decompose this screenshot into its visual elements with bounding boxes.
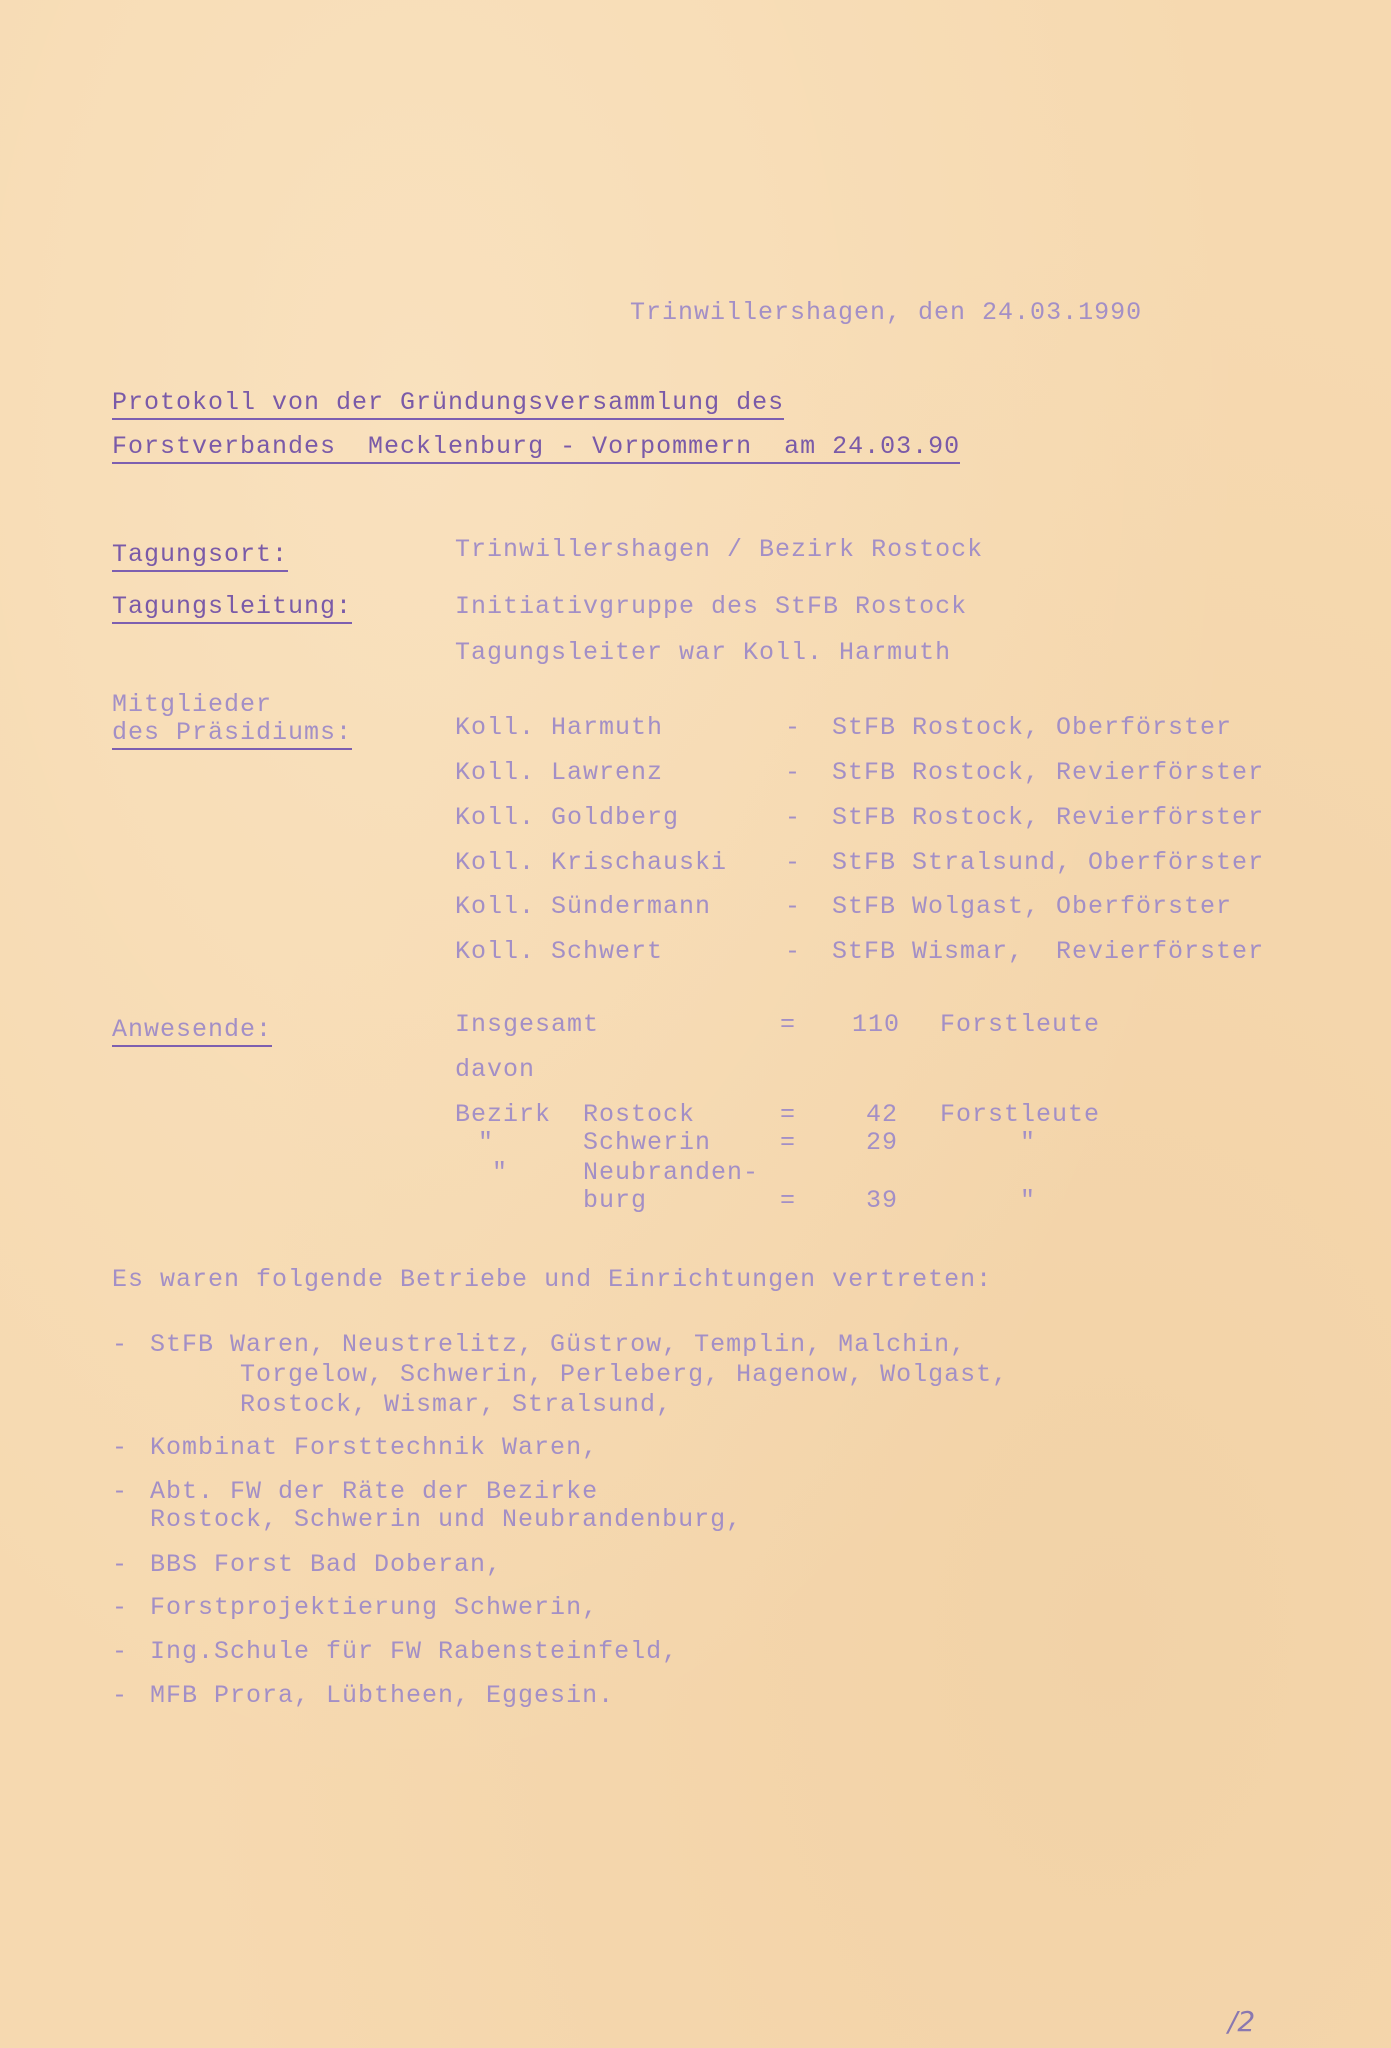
list-bullet: - [112, 1550, 129, 1579]
district-name: Schwerin [583, 1128, 712, 1157]
member-role: StFB Wismar, Revierförster [832, 937, 1265, 966]
district-name: Neubranden- [583, 1158, 760, 1187]
total-eq: = [780, 1010, 797, 1039]
list-item-line: Torgelow, Schwerin, Perleberg, Hagenow, Wolgast, [240, 1360, 1009, 1389]
list-bullet: - [112, 1477, 129, 1506]
title-text-1: Protokoll von der Gründungsversammlung des [112, 388, 784, 420]
member-dash: - [785, 758, 802, 787]
district-unit: " [1020, 1128, 1037, 1157]
member-name: Koll. Sündermann [455, 892, 712, 921]
list-item-line: StFB Waren, Neustrelitz, Güstrow, Templin, Malchin, [150, 1330, 967, 1359]
list-item-line: Kombinat Forsttechnik Waren, [150, 1433, 599, 1462]
title-text-2: Forstverbandes Mecklenburg - Vorpommern am 24.03.90 [112, 432, 960, 464]
list-item-line: Ing.Schule für FW Rabensteinfeld, [150, 1637, 679, 1666]
district-prefix: Bezirk [455, 1100, 552, 1129]
district-value: 42 [866, 1100, 899, 1129]
venue-label [112, 540, 288, 570]
district-value: 29 [866, 1128, 899, 1157]
presidium-label-1: Mitglieder [112, 690, 273, 719]
member-role: StFB Rostock, Revierförster [832, 803, 1265, 832]
page-number: /2 [1228, 2005, 1256, 2038]
presidium-label-2 [112, 718, 352, 748]
member-role: StFB Stralsund, Oberförster [832, 848, 1265, 877]
represented-intro: Es waren folgende Betriebe und Einrichtungen vertreten: [112, 1265, 993, 1294]
district-eq: = [780, 1128, 797, 1157]
member-dash: - [785, 937, 802, 966]
list-bullet: - [112, 1433, 129, 1462]
total-unit: Forstleute [940, 1010, 1101, 1039]
district-name: Rostock [583, 1100, 696, 1129]
district-unit: " [1020, 1186, 1037, 1215]
place-date: Trinwillershagen, den 24.03.1990 [630, 298, 1143, 327]
list-bullet: - [112, 1637, 129, 1666]
list-item-line: Rostock, Wismar, Stralsund, [240, 1390, 673, 1419]
member-name: Koll. Krischauski [455, 848, 728, 877]
list-bullet: - [112, 1593, 129, 1622]
list-item-line: Forstprojektierung Schwerin, [150, 1593, 599, 1622]
member-role: StFB Rostock, Revierförster [832, 758, 1265, 787]
list-item-line: Rostock, Schwerin und Neubrandenburg, [150, 1505, 743, 1534]
list-bullet: - [112, 1330, 129, 1359]
list-item-line: BBS Forst Bad Doberan, [150, 1550, 503, 1579]
attendees-label [112, 1015, 272, 1045]
list-item-line: Abt. FW der Räte der Bezirke [150, 1477, 599, 1506]
district-eq: = [780, 1100, 797, 1129]
venue-label-text: Tagungsort: [112, 540, 288, 572]
member-name: Koll. Schwert [455, 937, 664, 966]
member-name: Koll. Lawrenz [455, 758, 664, 787]
member-role: StFB Rostock, Oberförster [832, 713, 1233, 742]
member-dash: - [785, 848, 802, 877]
district-prefix: " [478, 1128, 495, 1157]
district-prefix: " [492, 1158, 509, 1187]
chair-label-text: Tagungsleitung: [112, 592, 352, 624]
venue-value: Trinwillershagen / Bezirk Rostock [455, 535, 984, 564]
member-name: Koll. Harmuth [455, 713, 664, 742]
chair-label [112, 592, 352, 622]
district-value: 39 [866, 1186, 899, 1215]
member-name: Koll. Goldberg [455, 803, 680, 832]
title-line-2 [112, 432, 960, 462]
list-bullet: - [112, 1681, 129, 1710]
presidium-label-2-text: des Präsidiums: [112, 718, 352, 750]
chair-line-1: Initiativgruppe des StFB Rostock [455, 592, 968, 621]
member-dash: - [785, 803, 802, 832]
total-label: Insgesamt [455, 1010, 600, 1039]
district-eq: = [780, 1186, 797, 1215]
member-dash: - [785, 892, 802, 921]
attendees-label-text: Anwesende: [112, 1015, 272, 1047]
member-dash: - [785, 713, 802, 742]
district-name-cont: burg [583, 1186, 648, 1215]
chair-line-2: Tagungsleiter war Koll. Harmuth [455, 638, 952, 667]
total-value: 110 [852, 1010, 901, 1039]
title-line-1 [112, 388, 784, 418]
list-item-line: MFB Prora, Lübtheen, Eggesin. [150, 1681, 615, 1710]
of-which: davon [455, 1055, 536, 1084]
member-role: StFB Wolgast, Oberförster [832, 892, 1233, 921]
district-unit: Forstleute [940, 1100, 1101, 1129]
